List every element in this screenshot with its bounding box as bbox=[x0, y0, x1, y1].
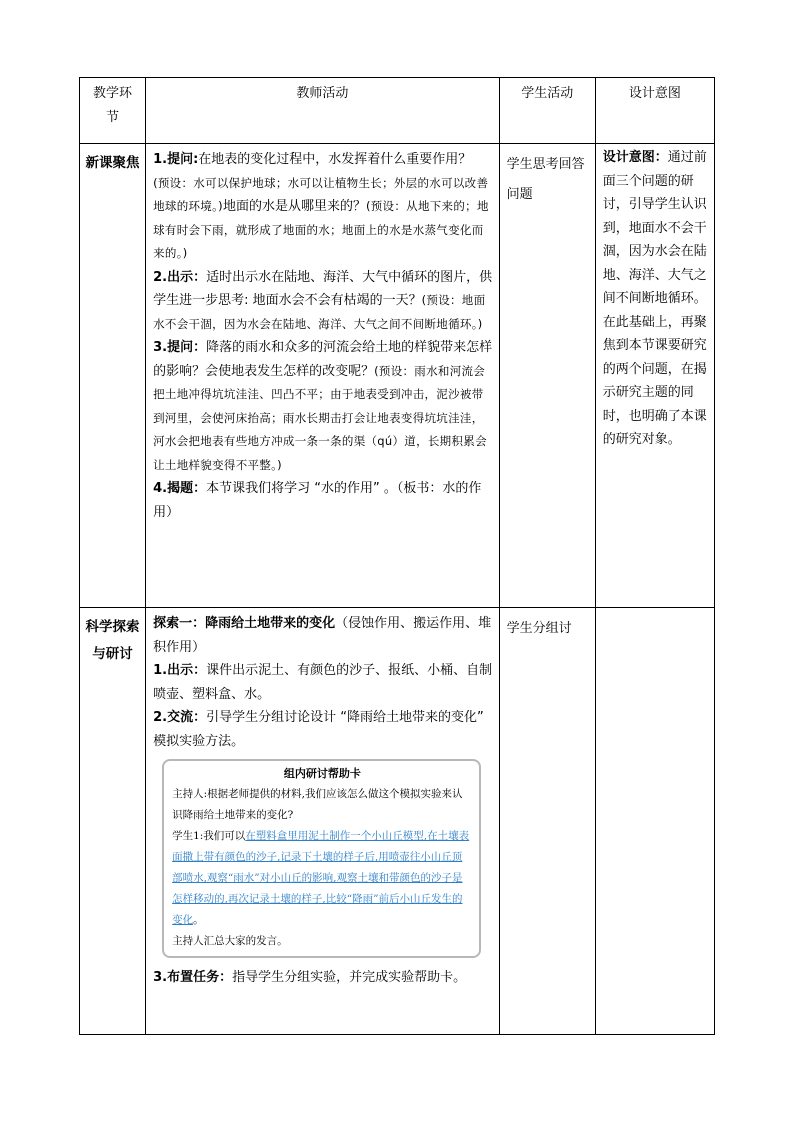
step-2: 2.交流：引导学生分组讨论设计 “降雨给土地带来的变化” 模拟实验方法。 bbox=[153, 710, 484, 749]
teacher-activity: 1.提问:在地表的变化过程中，水发挥着什么重要作用？ (预设：水可以保护地球；水可以让植物生长；外层的水可以改善地球的环境。)地面的水是从哪里来的？(预设：从地下来的；地球有时会下雨，就形成了地面的水；地面上的水是水蒸气变化而来的。) 2.出示：适时出示水在陆地、海洋、大气中循环的图片，供学生进一步思考: 地面水会不会有枯竭的一天？(预设：地面水不会干涸，因为水会在陆地、海洋、大气之间不间断地循环。) 3.提问：降落的雨水和众多的河流会给土地的样貌带来怎样的影响？会使地表发生怎样的改变呢？(预设：雨水和河流会把土地冲得坑坑洼洼、凹凸不平；由于地表受到冲击，泥沙被带到河里，会使河床抬高；雨水长期击打会让地表变得坑坑洼洼，河水会把地表有些地方冲成一条一条的渠（qú）道，长期积累会让土地样貌变得不平整。) 4.揭题：本节课我们将学习 “水的作用” 。（板书：水的作用） bbox=[146, 144, 500, 608]
student-activity: 学生思考回答问题 bbox=[499, 144, 595, 608]
step-4: 4.揭题：本节课我们将学习 “水的作用” 。（板书：水的作用） bbox=[153, 481, 482, 520]
preset-1: (预设：水可以保护地球；水可以让植物生长；外层的水可以改善地球的环境。) bbox=[153, 175, 489, 213]
design-intent: 设计意图：通过前面三个问题的研讨，引导学生认识到，地面水不会干涸，因为水会在陆地、海洋、大气之间不间断地循环。在此基础上，再聚焦到本节课要研究的两个问题，在揭示研究主题的同时，也明确了本课的研究对象。 bbox=[595, 144, 714, 608]
header-design: 设计意图 bbox=[595, 78, 714, 144]
stage-label: 科学探索与研讨 bbox=[80, 608, 146, 1035]
teacher-activity bbox=[146, 608, 500, 1035]
card-student-answer: 学生1:我们可以在塑料盒里用泥土制作一个小山丘模型,在土壤表面撒上带有颜色的沙子,记录下土壤的样子后,用喷壶往小山丘顶部喷水,观察“雨水”对小山丘的影响,观察土壤和带颜色的沙子是怎样移动的,再次记录土壤的样子,比较“降雨”前后小山丘发生的变化。 bbox=[172, 830, 470, 926]
step-3: 3.提问：降落的雨水和众多的河流会给土地的样貌带来怎样的影响？会使地表发生怎样的改变呢？(预设：雨水和河流会把土地冲得坑坑洼洼、凹凸不平；由于地表受到冲击，泥沙被带到河里，会使河床抬高；雨水长期击打会让地表变得坑坑洼洼，河水会把地表有些地方冲成一条一条的渠（qú）道，长期积累会让土地样貌变得不平整。) bbox=[153, 340, 493, 472]
header-stage: 教学环节 bbox=[80, 78, 146, 144]
stage-label: 新课聚焦 bbox=[80, 144, 146, 608]
step-3: 3.布置任务：指导学生分组实验，并完成实验帮助卡。 bbox=[153, 970, 467, 985]
card-summary: 主持人汇总大家的发言。 bbox=[172, 935, 288, 947]
preset-2: (预设：地面水不会干涸，因为水会在陆地、海洋、大气之间不间断地循环。) bbox=[153, 293, 486, 331]
header-student: 学生活动 bbox=[499, 78, 595, 144]
header-row bbox=[80, 78, 715, 144]
student-activity: 学生分组讨 bbox=[499, 608, 595, 1035]
step-1: 1.提问:在地表的变化过程中，水发挥着什么重要作用？ bbox=[153, 152, 472, 167]
lesson-plan-table bbox=[79, 77, 715, 1035]
card-title: 组内研讨帮助卡 bbox=[283, 767, 361, 780]
card-host-question: 主持人:根据老师提供的材料,我们应该怎么做这个模拟实验来认识降雨给土地带来的变化? bbox=[172, 788, 463, 821]
preset-1b: (预设：从地下来的；地球有时会下雨，就形成了地面的水；地面上的水是水蒸气变化而来的。) bbox=[153, 199, 489, 260]
explore-heading: 探索一：降雨给土地带来的变化（侵蚀作用、搬运作用、堆积作用） bbox=[153, 616, 492, 655]
row-science-exploration bbox=[80, 608, 715, 1035]
discussion-help-card bbox=[162, 759, 481, 958]
preset-3: (预设：雨水和河流会把土地冲得坑坑洼洼、凹凸不平；由于地表受到冲击，泥沙被带到河里，会使河床抬高；雨水长期击打会让地表变得坑坑洼洼，河水会把地表有些地方冲成一条一条的渠（qú）道，长期积累会让土地样貌变得不平整。) bbox=[153, 363, 487, 472]
header-teacher: 教师活动 bbox=[146, 78, 500, 144]
step-1: 1.出示：课件出示泥土、有颜色的沙子、报纸、小桶、自制喷壶、塑料盒、水。 bbox=[153, 663, 493, 702]
design-intent bbox=[595, 608, 714, 1035]
step-2: 2.出示：适时出示水在陆地、海洋、大气中循环的图片，供学生进一步思考: 地面水会不会有枯竭的一天？(预设：地面水不会干涸，因为水会在陆地、海洋、大气之间不间断地循环。) bbox=[153, 269, 493, 331]
row-new-lesson-focus bbox=[80, 144, 715, 608]
